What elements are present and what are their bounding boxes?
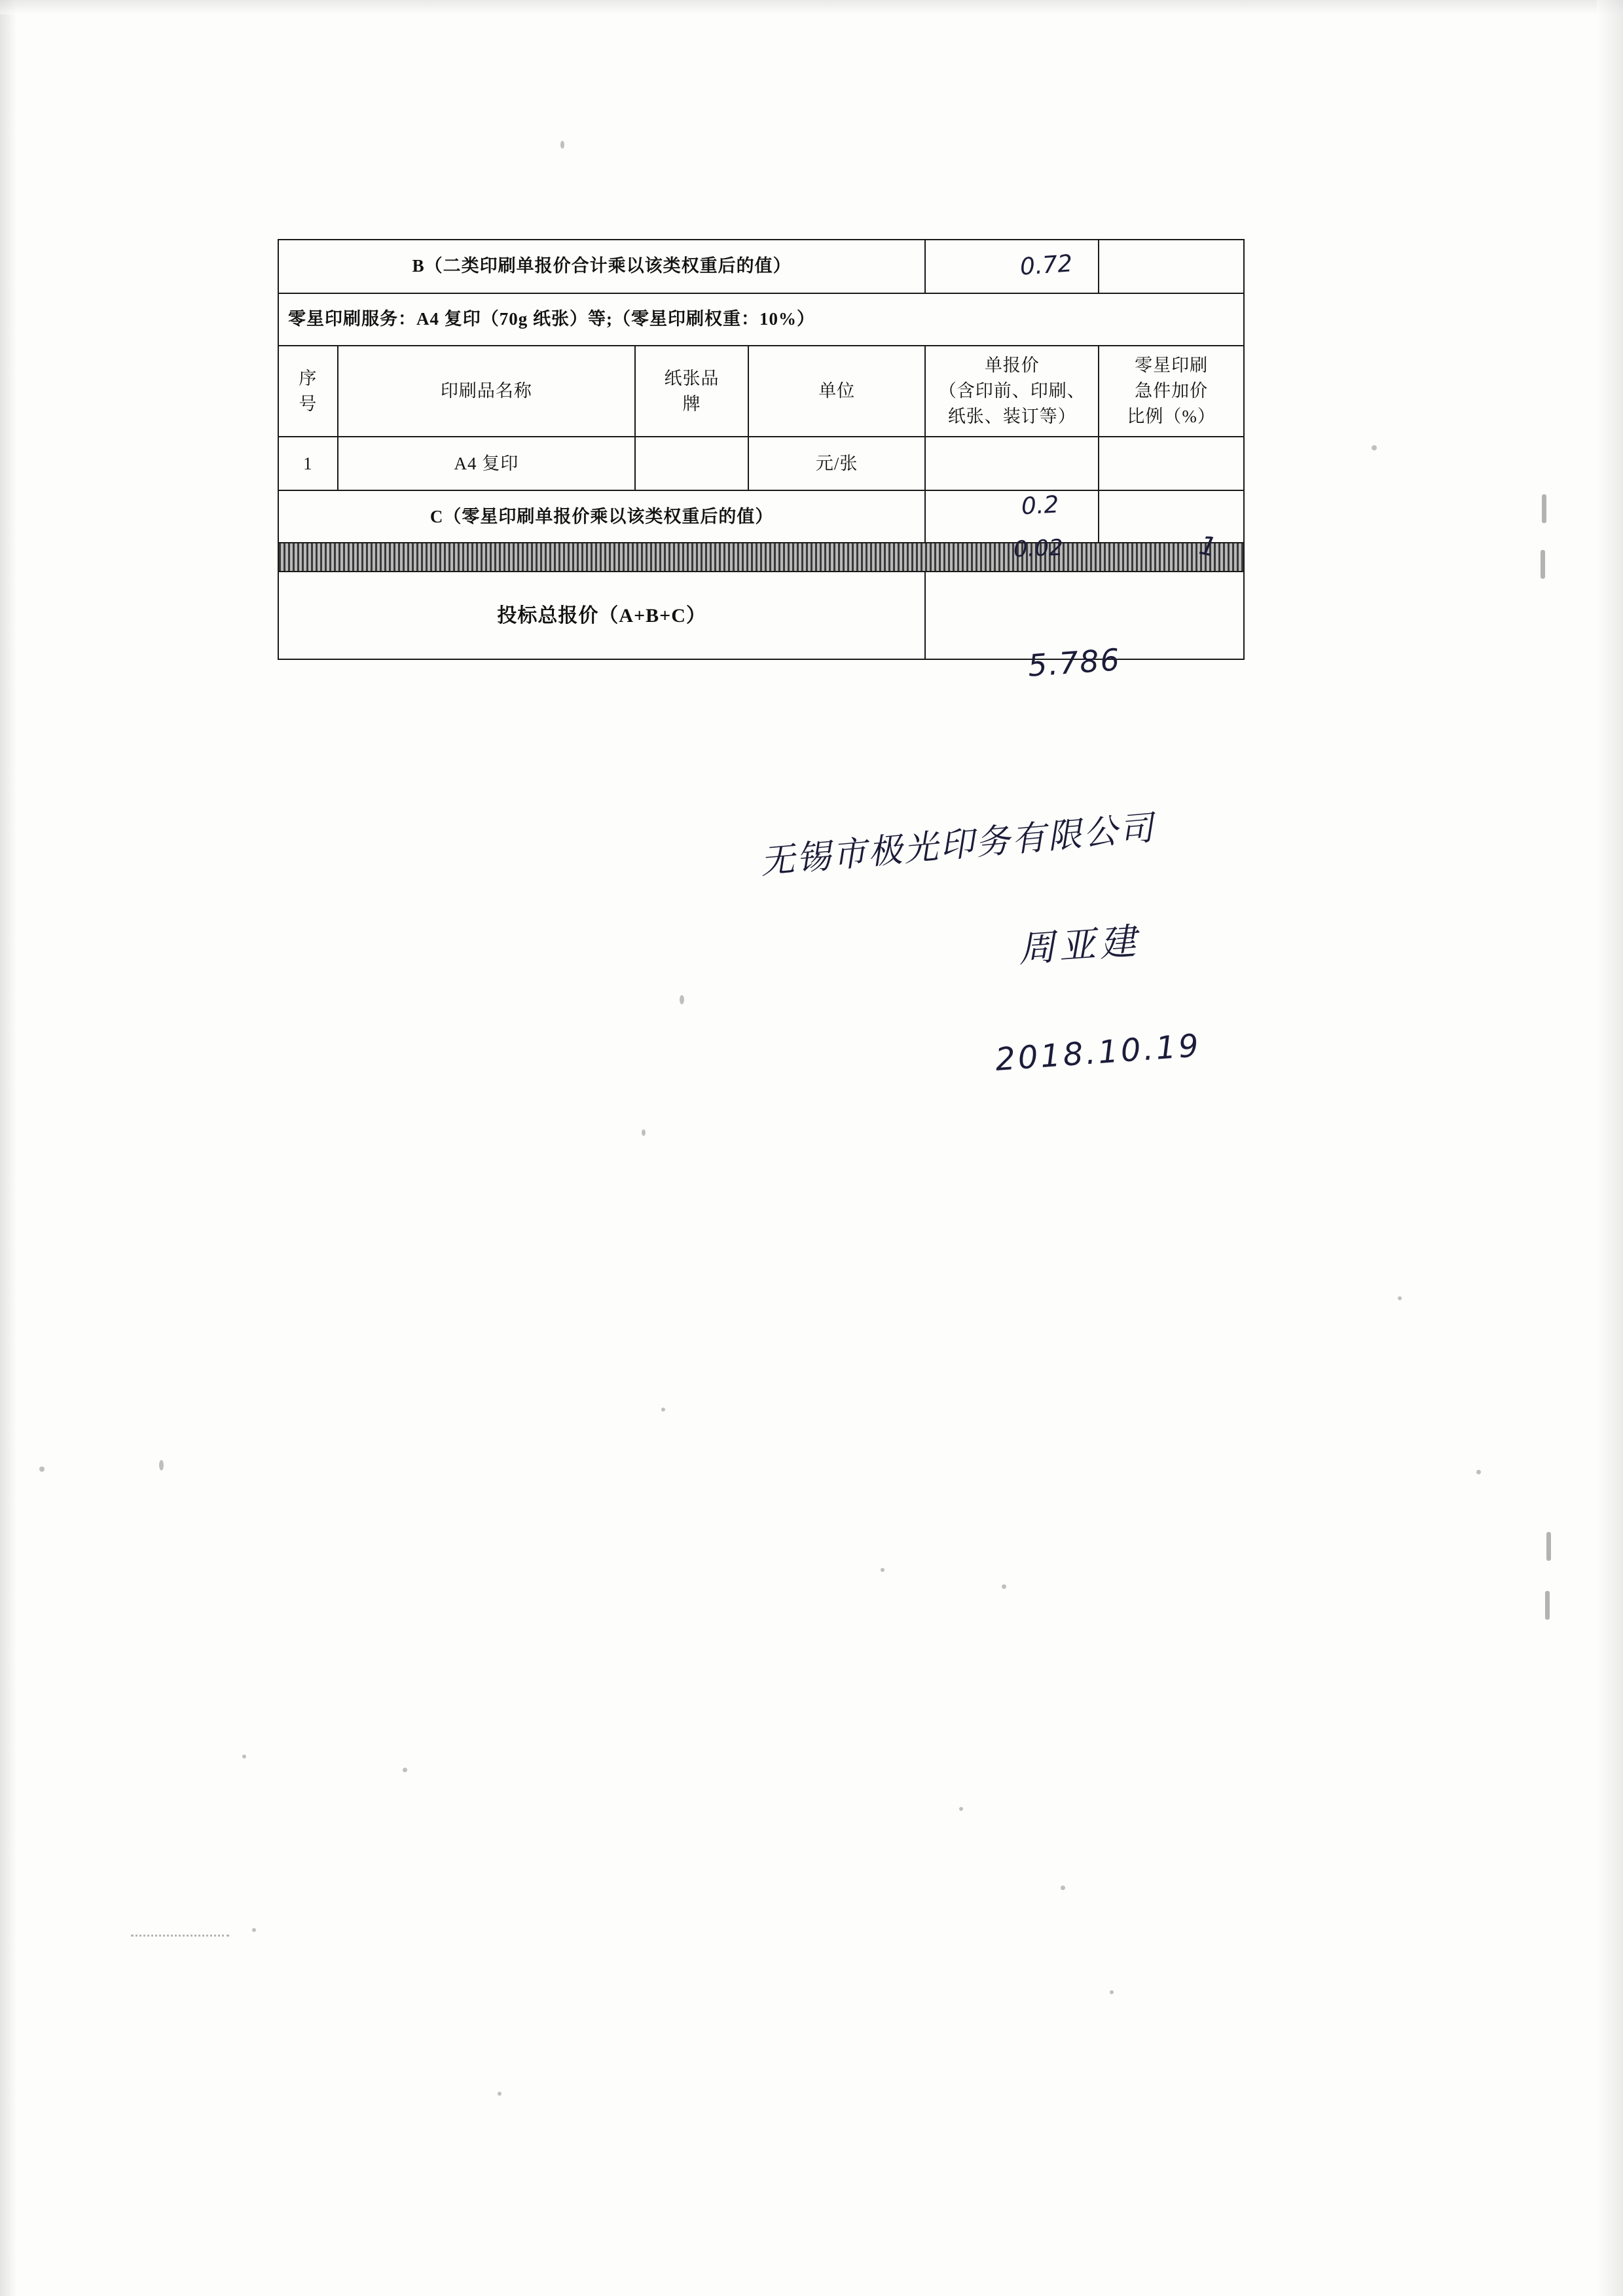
row-b-extra-cell — [1099, 240, 1244, 293]
scan-speckle — [403, 1768, 407, 1772]
table-header-row — [278, 346, 1244, 437]
handwritten-row-b-value: 0.72 — [1019, 250, 1074, 281]
row-b-label: B（二类印刷单报价合计乘以该类权重后的值） — [278, 240, 925, 293]
scan-speckle — [498, 2092, 501, 2096]
cell-unit-price — [925, 437, 1099, 490]
header-extra-line3: 比例（%） — [1127, 407, 1216, 427]
scan-speckle — [642, 1129, 646, 1136]
scan-speckle — [560, 141, 564, 149]
scan-artifact-mark — [1542, 494, 1546, 523]
cell-seq: 1 — [278, 437, 338, 490]
scan-speckle — [39, 1467, 45, 1472]
row-c-extra-cell — [1099, 490, 1244, 543]
cell-brand — [635, 437, 748, 490]
table-row-service-note — [278, 293, 1244, 346]
header-seq — [278, 346, 338, 437]
handwritten-company-name: 无锡市极光印务有限公司 — [759, 808, 1157, 883]
scan-speckle — [1398, 1296, 1402, 1300]
scan-artifact-mark — [1545, 1591, 1550, 1620]
scan-speckle — [252, 1928, 256, 1932]
scan-speckle — [680, 995, 684, 1004]
header-extra-line2: 急件加价 — [1135, 381, 1209, 401]
scan-speckle — [881, 1568, 884, 1572]
header-price-line3: 纸张、装订等） — [947, 407, 1076, 427]
header-unit: 单位 — [748, 346, 925, 437]
handwritten-row-c-value: 0.02 — [1013, 534, 1064, 563]
header-brand-line1: 纸张品 — [664, 368, 720, 388]
scan-speckle — [1002, 1584, 1006, 1589]
table-row-b — [278, 240, 1244, 293]
handwritten-unit-price: 0.2 — [1020, 491, 1060, 520]
header-extra-line1: 零星印刷 — [1135, 355, 1209, 375]
page-edge-shadow-left — [0, 0, 17, 2296]
cell-rush-surcharge — [1099, 437, 1244, 490]
table-row — [278, 437, 1244, 490]
table-row-c — [278, 490, 1244, 543]
header-rush-surcharge — [1099, 346, 1244, 437]
service-note: 零星印刷服务：A4 复印（70g 纸张）等;（零星印刷权重：10%） — [278, 293, 1244, 346]
hatched-separator — [278, 543, 1244, 572]
row-c-value-cell — [925, 490, 1099, 543]
scan-dashed-artifact — [131, 1935, 229, 1937]
total-label: 投标总报价（A+B+C） — [278, 572, 925, 659]
scan-speckle — [242, 1755, 246, 1758]
cell-unit: 元/张 — [748, 437, 925, 490]
table-row-hatched-separator — [278, 543, 1244, 572]
scan-artifact-mark — [1546, 1532, 1551, 1561]
header-seq-line2: 号 — [299, 393, 318, 414]
bid-quotation-table — [278, 239, 1245, 660]
header-price-line2: （含印前、印刷、 — [938, 381, 1085, 401]
handwritten-signature: 周亚建 — [1017, 920, 1142, 972]
scan-speckle — [661, 1408, 665, 1412]
header-seq-line1: 序 — [299, 368, 318, 388]
page-edge-shadow-top — [0, 0, 1623, 14]
header-brand-line2: 牌 — [682, 393, 701, 414]
header-brand — [635, 346, 748, 437]
handwritten-total-value: 5.786 — [1027, 642, 1122, 683]
scan-speckle — [1061, 1886, 1065, 1890]
scan-speckle — [1476, 1470, 1481, 1474]
handwritten-row-c-extra: 1 — [1196, 530, 1219, 564]
scan-speckle — [1372, 445, 1377, 450]
scan-speckle — [959, 1807, 963, 1811]
scan-artifact-mark — [1541, 550, 1545, 579]
header-price-line1: 单报价 — [984, 355, 1040, 375]
scan-speckle — [1110, 1990, 1114, 1994]
row-c-label: C（零星印刷单报价乘以该类权重后的值） — [278, 490, 925, 543]
handwritten-date: 2018.10.19 — [994, 1027, 1203, 1078]
header-name: 印刷品名称 — [338, 346, 635, 437]
row-b-value-cell — [925, 240, 1099, 293]
scan-speckle — [159, 1460, 164, 1470]
header-unit-price — [925, 346, 1099, 437]
page-edge-shadow-right — [1597, 0, 1623, 2296]
cell-name: A4 复印 — [338, 437, 635, 490]
